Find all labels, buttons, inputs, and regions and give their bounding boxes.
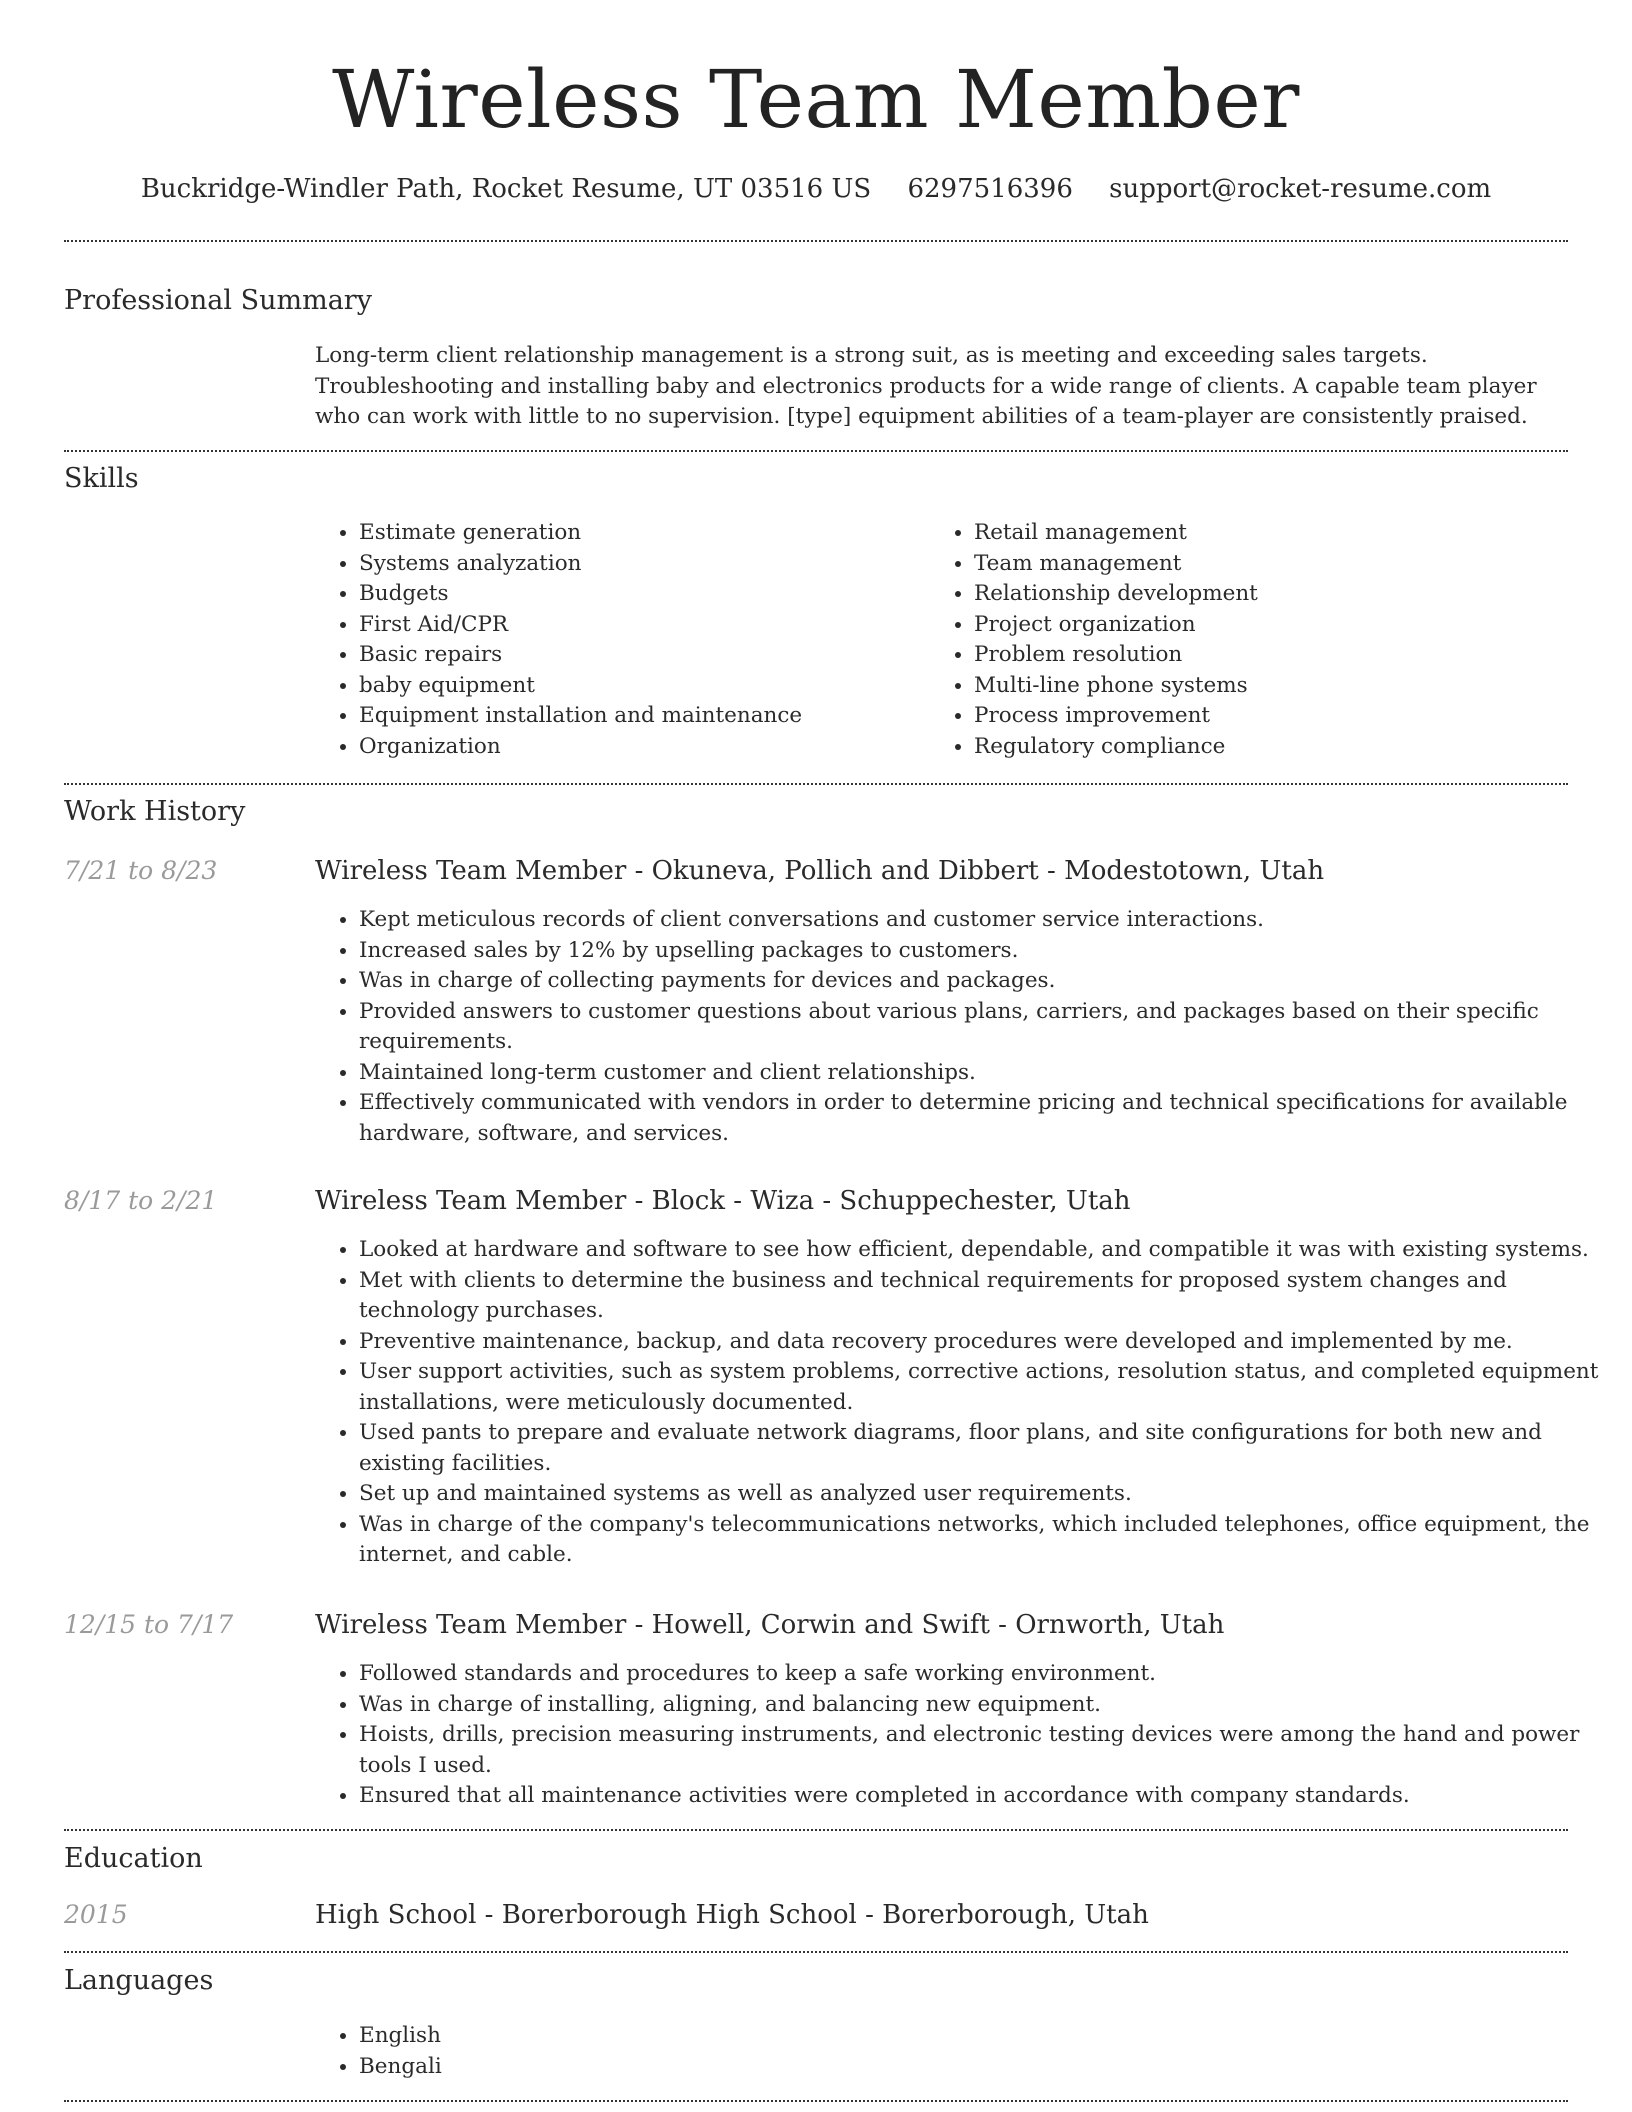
skill-item: • Basic repairs — [359, 640, 919, 671]
skill-item: • Equipment installation and maintenance — [359, 701, 919, 732]
skill-item: • Systems analyzation — [359, 549, 919, 580]
languages-heading: Languages — [64, 1965, 214, 1996]
job-dates: 8/17 to 2/21 — [64, 1186, 218, 1215]
job-bullets — [315, 1659, 1614, 1812]
language-item: • Bengali — [359, 2052, 959, 2083]
job-bullet: • Provided answers to customer questions about various plans, carriers, and packages based on their specific requirements. — [359, 997, 1614, 1058]
skill-item: • Estimate generation — [359, 518, 919, 549]
job-bullets — [315, 1235, 1614, 1571]
job-bullet: • User support activities, such as system problems, corrective actions, resolution status, and completed equipment installations, were meticulously documented. — [359, 1357, 1614, 1418]
job-bullet: • Used pants to prepare and evaluate network diagrams, floor plans, and site configurations for both new and existing facilities. — [359, 1418, 1614, 1479]
skill-item: • Team management — [974, 549, 1574, 580]
job-bullet: • Was in charge of installing, aligning, and balancing new equipment. — [359, 1690, 1614, 1721]
job-dates: 12/15 to 7/17 — [64, 1610, 234, 1639]
education-year: 2015 — [64, 1900, 128, 1929]
job-bullet: • Was in charge of collecting payments for devices and packages. — [359, 966, 1614, 997]
job-dates: 7/21 to 8/23 — [64, 856, 218, 885]
work-history-heading: Work History — [64, 796, 246, 827]
job-bullet: • Increased sales by 12% by upselling packages to customers. — [359, 936, 1614, 967]
section-divider — [64, 2100, 1568, 2102]
skill-item: • First Aid/CPR — [359, 610, 919, 641]
section-divider — [64, 240, 1568, 242]
job-bullet: • Followed standards and procedures to keep a safe working environment. — [359, 1659, 1614, 1690]
job-bullets — [315, 905, 1614, 1149]
education-title: High School - Borerborough High School - Borerborough, Utah — [315, 1900, 1149, 1930]
skills-list-left — [315, 518, 919, 762]
skill-item: • Budgets — [359, 579, 919, 610]
skill-item: • Process improvement — [974, 701, 1574, 732]
skill-item: • Regulatory compliance — [974, 732, 1574, 763]
job-bullet: • Looked at hardware and software to see how efficient, dependable, and compatible it was with existing systems. — [359, 1235, 1614, 1266]
skills-list-right — [930, 518, 1574, 762]
summary-text: Long-term client relationship management is a strong suit, as is meeting and exceeding sales targets. Troubleshooting and installing baby and electronics products for a wide range of clients. A capable team player who can work with little to no supervision. [type] equipment abilities of a team-player are consistently praised. — [315, 343, 1537, 429]
phone-text: 6297516396 — [907, 174, 1073, 204]
skill-item: • Organization — [359, 732, 919, 763]
job-title: Wireless Team Member - Okuneva, Pollich and Dibbert - Modestotown, Utah — [315, 856, 1325, 886]
summary-heading: Professional Summary — [64, 285, 372, 316]
job-bullet: • Was in charge of the company's telecommunications networks, which included telephones, office equipment, the internet, and cable. — [359, 1510, 1614, 1571]
skill-item: • Project organization — [974, 610, 1574, 641]
address-text: Buckridge-Windler Path, Rocket Resume, UT 03516 US — [140, 174, 872, 204]
job-title: Wireless Team Member - Howell, Corwin and Swift - Ornworth, Utah — [315, 1610, 1225, 1640]
skill-item: • Problem resolution — [974, 640, 1574, 671]
section-divider — [64, 450, 1568, 452]
job-bullet: • Set up and maintained systems as well as analyzed user requirements. — [359, 1479, 1614, 1510]
job-bullet: • Ensured that all maintenance activities were completed in accordance with company standards. — [359, 1781, 1614, 1812]
email-text: support@rocket-resume.com — [1109, 174, 1492, 204]
candidate-name: Wireless Team Member — [332, 53, 1300, 146]
section-divider — [64, 1829, 1568, 1831]
job-bullet: • Effectively communicated with vendors in order to determine pricing and technical specifications for available hardware, software, and services. — [359, 1088, 1614, 1149]
job-bullet: • Preventive maintenance, backup, and data recovery procedures were developed and implemented by me. — [359, 1327, 1614, 1358]
section-divider — [64, 783, 1568, 785]
job-bullet: • Kept meticulous records of client conversations and customer service interactions. — [359, 905, 1614, 936]
skill-item: • Relationship development — [974, 579, 1574, 610]
job-bullet: • Hoists, drills, precision measuring instruments, and electronic testing devices were among the hand and power tools I used. — [359, 1720, 1614, 1781]
job-bullet: • Maintained long-term customer and client relationships. — [359, 1058, 1614, 1089]
language-item: • English — [359, 2021, 959, 2052]
skill-item: • Multi-line phone systems — [974, 671, 1574, 702]
section-divider — [64, 1951, 1568, 1953]
languages-list — [315, 2021, 959, 2082]
skills-heading: Skills — [64, 463, 139, 494]
skill-item: • Retail management — [974, 518, 1574, 549]
job-bullet: • Met with clients to determine the business and technical requirements for proposed system changes and technology purchases. — [359, 1266, 1614, 1327]
contact-line — [0, 170, 1632, 208]
education-heading: Education — [64, 1843, 203, 1874]
skill-item: • baby equipment — [359, 671, 919, 702]
job-title: Wireless Team Member - Block - Wiza - Schuppechester, Utah — [315, 1186, 1131, 1216]
